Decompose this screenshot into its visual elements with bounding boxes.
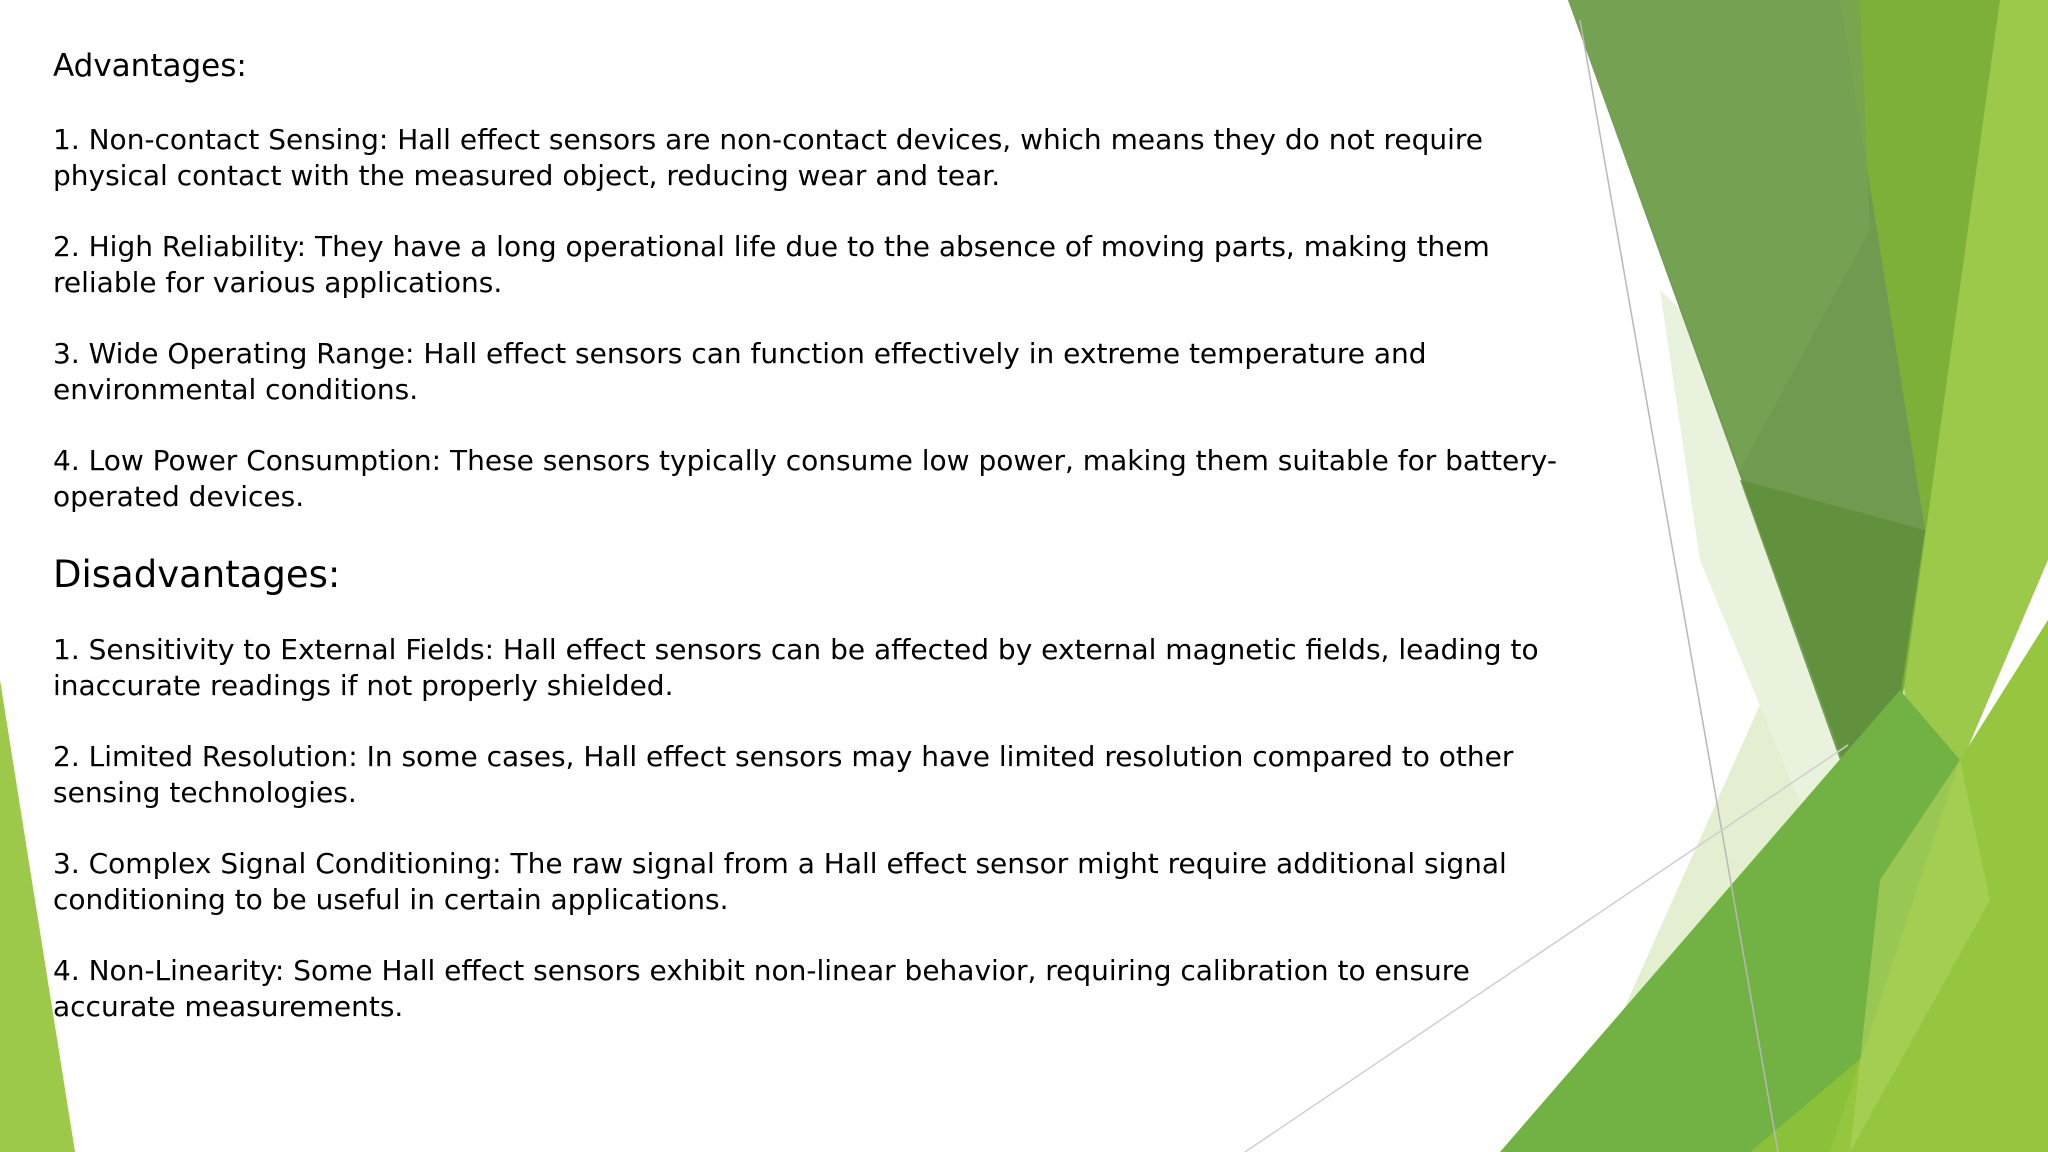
slide-content <box>53 44 1573 1025</box>
advantage-item-3: 3. Wide Operating Range: Hall effect sensors can function effectively in extreme temperature and environmental conditions. <box>53 337 1427 406</box>
advantage-item-4: 4. Low Power Consumption: These sensors typically consume low power, making them suitable for battery-operated devices. <box>53 444 1557 513</box>
advantages-heading: Advantages: <box>53 48 247 84</box>
disadvantages-heading: Disadvantages: <box>53 553 341 596</box>
disadvantage-item-1: 1. Sensitivity to External Fields: Hall effect sensors can be affected by external magnetic fields, leading to inaccurate readings if not properly shielded. <box>53 633 1539 702</box>
disadvantage-item-4: 4. Non-Linearity: Some Hall effect sensors exhibit non-linear behavior, requiring calibration to ensure accurate measurements. <box>53 954 1470 1023</box>
advantage-item-1: 1. Non-contact Sensing: Hall effect sensors are non-contact devices, which means they do not require physical contact with the measured object, reducing wear and tear. <box>53 123 1483 192</box>
disadvantage-item-2: 2. Limited Resolution: In some cases, Hall effect sensors may have limited resolution compared to other sensing technologies. <box>53 740 1514 809</box>
advantage-item-2: 2. High Reliability: They have a long operational life due to the absence of moving parts, making them reliable for various applications. <box>53 230 1490 299</box>
disadvantage-item-3: 3. Complex Signal Conditioning: The raw signal from a Hall effect sensor might require additional signal conditioning to be useful in certain applications. <box>53 847 1507 916</box>
